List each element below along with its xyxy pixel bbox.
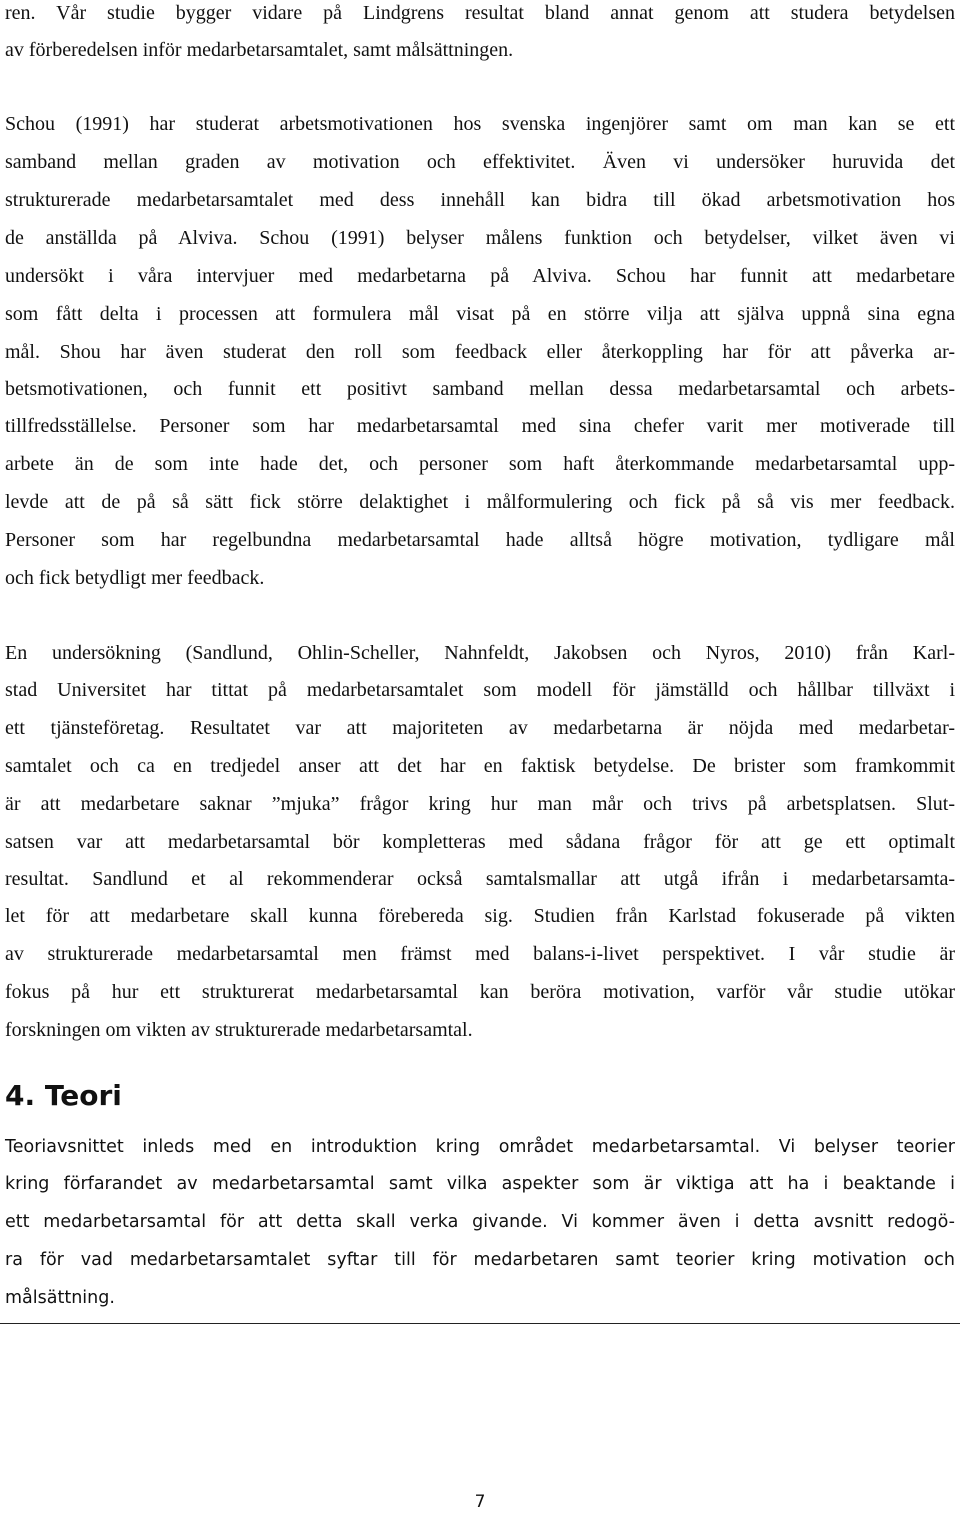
section-heading: 4. Teori [5, 1079, 122, 1112]
text-line: ren. Vår studie bygger vidare på Lindgrens resultat bland annat genom att studera betydelsen [5, 2, 955, 24]
text-line: samtalet och ca en tredjedel anser att det har en faktisk betydelse. De brister som framkommit [5, 755, 955, 777]
text-line: som fått delta i processen att formulera mål visat på en större vilja att själva uppnå sina egna [5, 303, 955, 325]
page-number: 7 [474, 1492, 486, 1512]
text-line: Personer som har regelbundna medarbetarsamtal hade alltså högre motivation, tydligare mål [5, 529, 955, 551]
text-line: målsättning. [5, 1288, 115, 1308]
text-line: Schou (1991) har studerat arbetsmotivationen hos svenska ingenjörer samt om man kan se ett [5, 113, 955, 135]
text-line: resultat. Sandlund et al rekommenderar också samtalsmallar att utgå ifrån i medarbetarsamta- [5, 868, 955, 890]
text-line: är att medarbetare saknar ”mjuka” frågor kring hur man mår och trivs på arbetsplatsen. Slut- [5, 793, 955, 815]
text-line: ett medarbetarsamtal för att detta skall verka givande. Vi kommer även i detta avsnitt redogö- [5, 1212, 955, 1232]
text-line: arbete än de som inte hade det, och personer som haft återkommande medarbetarsamtal upp- [5, 453, 955, 475]
text-line: satsen var att medarbetarsamtal bör kompletteras med sådana frågor för att ge ett optimalt [5, 831, 955, 853]
page-divider [0, 1323, 960, 1324]
text-line: En undersökning (Sandlund, Ohlin-Scheller, Nahnfeldt, Jakobsen och Nyros, 2010) från Karl- [5, 642, 955, 664]
text-line: fokus på hur ett strukturerat medarbetarsamtal kan beröra motivation, varför vår studie utökar [5, 981, 955, 1003]
text-line: stad Universitet har tittat på medarbetarsamtalet som modell för jämställd och hållbar tillväxt i [5, 679, 955, 701]
text-line: let för att medarbetare skall kunna förebereda sig. Studien från Karlstad fokuserade på vikten [5, 905, 955, 927]
text-line: samband mellan graden av motivation och effektivitet. Även vi undersöker huruvida det [5, 151, 955, 173]
text-line: levde att de på så sätt fick större delaktighet i målformulering och fick på så vis mer feedback. [5, 491, 955, 513]
text-line: mål. Shou har även studerat den roll som feedback eller återkoppling har för att påverka ar- [5, 341, 955, 363]
text-line: kring förfarandet av medarbetarsamtal samt vilka aspekter som är viktiga att ha i beaktande i [5, 1174, 955, 1194]
text-line: betsmotivationen, och funnit ett positivt samband mellan dessa medarbetarsamtal och arbets- [5, 378, 955, 400]
text-line: ra för vad medarbetarsamtalet syftar till för medarbetaren samt teorier kring motivation och [5, 1250, 955, 1270]
text-line: av förberedelsen inför medarbetarsamtalet, samt målsättningen. [5, 39, 514, 61]
text-line: Teoriavsnittet inleds med en introduktion kring området medarbetarsamtal. Vi belyser teorier [5, 1137, 955, 1157]
text-line: strukturerade medarbetarsamtalet med dess innehåll kan bidra till ökad arbetsmotivation hos [5, 189, 955, 211]
text-line: ett tjänsteföretag. Resultatet var att majoriteten av medarbetarna är nöjda med medarbetar- [5, 717, 955, 739]
text-line: och fick betydligt mer feedback. [5, 567, 265, 589]
text-line: av strukturerade medarbetarsamtal men främst med balans-i-livet perspektivet. I vår studie är [5, 943, 955, 965]
text-line: tillfredsställelse. Personer som har medarbetarsamtal med sina chefer varit mer motiverade till [5, 415, 955, 437]
text-line: de anställda på Alviva. Schou (1991) belyser målens funktion och betydelser, vilket även vi [5, 227, 955, 249]
text-line: undersökt i våra intervjuer med medarbetarna på Alviva. Schou har funnit att medarbetare [5, 265, 955, 287]
text-line: forskningen om vikten av strukturerade medarbetarsamtal. [5, 1019, 473, 1041]
